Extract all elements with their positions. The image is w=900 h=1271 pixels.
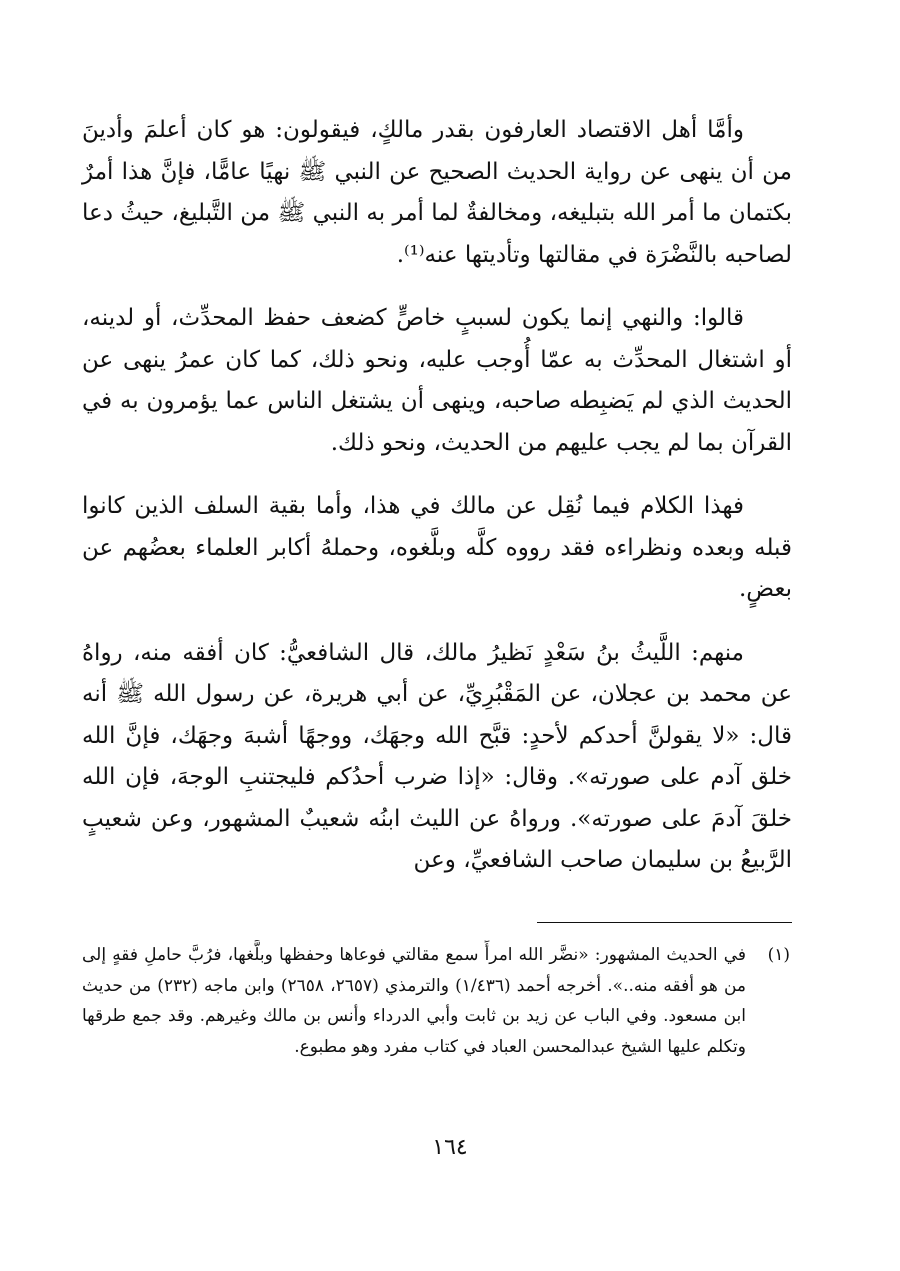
paragraph-1: وأمَّا أهل الاقتصاد العارفون بقدر مالكٍ، فيقولون: هو كان أعلمَ وأدينَ من أن ينهى عن رواية الحديث الصحيح عن النبي ﷺ نهيًا عامًّا، فإنَّ هذا أمرٌ بكتمان ما أمر الله بتبليغه، ومخالفةٌ لما أمر به النبي ﷺ من التَّبليغ، حيثُ دعا لصاحبه بالنَّضْرَة في مقالتها وتأديتها عنه⁽¹⁾.: [82, 117, 792, 268]
footnote-separator: [537, 922, 792, 923]
footnote: [82, 940, 790, 1062]
main-text: [82, 110, 792, 904]
page-number: ١٦٤: [432, 1135, 468, 1160]
paragraph-2: قالوا: والنهي إنما يكون لسببٍ خاصٍّ كضعف حفظ المحدِّث، أو لدينه، أو اشتغال المحدِّث به عمّا أُوجب عليه، ونحو ذلك، كما كان عمرُ ينهى عن الحديث الذي لم يَضبِطه صاحبه، وينهى أن يشتغل الناس عما يؤمرون به في القرآن بما لم يجب عليهم من الحديث، ونحو ذلك.: [82, 305, 792, 456]
paragraph-3: فهذا الكلام فيما نُقِل عن مالك في هذا، وأما بقية السلف الذين كانوا قبله وبعده ونظراءه فقد رووه كلَّه وبلَّغوه، وحملهُ أكابر العلماء بعضُهم عن بعضٍ.: [82, 493, 792, 602]
footnote-text: في الحديث المشهور: «نضَّر الله امرأً سمع مقالتي فوعاها وحفظها وبلَّغها، فرُبَّ حاملِ فقهٍ إلى من هو أفقه منه..». أخرجه أحمد (١/٤٣٦) والترمذي (٢٦٥٧، ٢٦٥٨) وابن ماجه (٢٣٢) من حديث ابن مسعود. وفي الباب عن زيد بن ثابت وأبي الدرداء وأنس بن مالك وغيرهم. وقد جمع طرقها وتكلم عليها الشيخ عبدالمحسن العباد في كتاب مفرد وهو مطبوع.: [82, 945, 746, 1057]
footnote-marker: (١): [767, 945, 790, 965]
paragraph-4: منهم: اللَّيثُ بنُ سَعْدٍ نَظيرُ مالك، قال الشافعيُّ: كان أفقه منه، رواهُ عن محمد بن عجلان، عن المَقْبُرِيِّ، عن أبي هريرة، عن رسول الله ﷺ أنه قال: «لا يقولنَّ أحدكم لأحدٍ: قبَّح الله وجهَك، ووجهًا أشبهَ وجهَك، فإنَّ الله خلق آدم على صورته». وقال: «إذا ضرب أحدُكم فليجتنبِ الوجهَ، فإن الله خلقَ آدمَ على صورته». ورواهُ عن الليث ابنُه شعيبٌ المشهور، وعن شعيبٍ الرَّبيعُ بن سليمان صاحب الشافعيِّ، وعن: [82, 639, 792, 873]
